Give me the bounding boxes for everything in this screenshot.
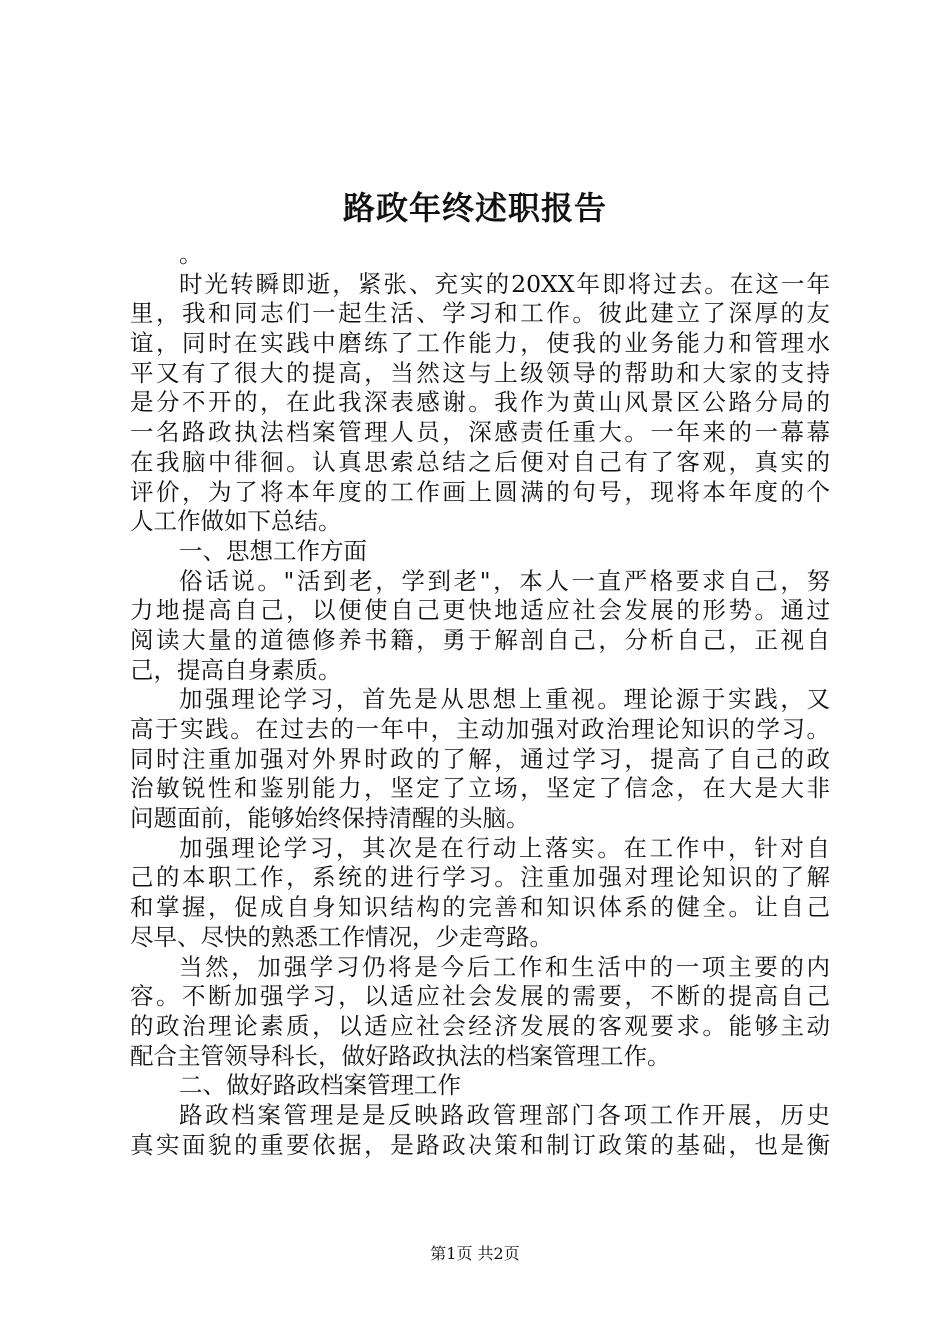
text-line: 阅读大量的道德修养书籍，勇于解剖自己，分析自己，正视自 — [130, 625, 830, 654]
text-line: 的政治理论素质，以适应社会经济发展的客观要求。能够主动 — [130, 1011, 830, 1040]
text-line: 治敏锐性和鉴别能力，坚定了立场，坚定了信念，在大是大非 — [130, 774, 830, 803]
text-line: 平又有了很大的提高，当然这与上级领导的帮助和大家的支持 — [130, 358, 830, 387]
text-line: 在我脑中徘徊。认真思索总结之后便对自己有了客观，真实的 — [130, 447, 830, 476]
text-line: 当然，加强学习仍将是今后工作和生活中的一项主要的内 — [179, 952, 830, 981]
text-line: 一名路政执法档案管理人员，深感责任重大。一年来的一幕幕 — [130, 418, 830, 447]
text-line: 人工作做如下总结。 — [130, 507, 342, 536]
text-line: 己的本职工作，系统的进行学习。注重加强对理论知识的了解 — [130, 863, 830, 892]
text-line: 尽早、尽快的熟悉工作情况，少走弯路。 — [130, 922, 553, 951]
text-line: 。 — [179, 240, 203, 268]
document-title: 路政年终述职报告 — [342, 189, 607, 227]
text-line: 是分不开的，在此我深表感谢。我作为黄山风景区公路分局的 — [130, 388, 830, 417]
document-body — [130, 240, 830, 1160]
text-line: 二、做好路政档案管理工作 — [179, 1071, 461, 1100]
text-line: 谊，同时在实践中磨练了工作能力，使我的业务能力和管理水 — [130, 329, 830, 358]
text-line: 一、思想工作方面 — [179, 536, 367, 565]
text-line: 和掌握，促成自身知识结构的完善和知识体系的健全。让自己 — [130, 893, 830, 922]
text-line: 时光转瞬即逝，紧张、充实的20XX年即将过去。在这一年 — [179, 269, 830, 298]
text-line: 力地提高自己，以便使自己更快地适应社会发展的形势。通过 — [130, 596, 830, 625]
text-line: 高于实践。在过去的一年中，主动加强对政治理论知识的学习。 — [130, 715, 830, 743]
text-line: 加强理论学习，首先是从思想上重视。理论源于实践，又 — [179, 685, 830, 714]
text-line: 路政档案管理是是反映路政管理部门各项工作开展，历史 — [179, 1100, 830, 1129]
text-line: 评价，为了将本年度的工作画上圆满的句号，现将本年度的个 — [130, 477, 830, 506]
text-line: 同时注重加强对外界时政的了解，通过学习，提高了自己的政 — [130, 744, 830, 773]
text-line: 俗话说。"活到老，学到老"，本人一直严格要求自己，努 — [179, 566, 830, 595]
text-line: 己，提高自身素质。 — [130, 655, 342, 684]
text-line: 问题面前，能够始终保持清醒的头脑。 — [130, 804, 530, 833]
text-line: 配合主管领导科长，做好路政执法的档案管理工作。 — [130, 1041, 671, 1070]
page-footer: 第1页 共2页 — [430, 1244, 520, 1263]
text-line: 真实面貌的重要依据，是路政决策和制订政策的基础，也是衡 — [130, 1130, 830, 1159]
text-line: 容。不断加强学习，以适应社会发展的需要，不断的提高自己 — [130, 982, 830, 1011]
text-line: 里，我和同志们一起生活、学习和工作。彼此建立了深厚的友 — [130, 299, 830, 328]
text-line: 加强理论学习，其次是在行动上落实。在工作中，针对自 — [179, 833, 830, 862]
